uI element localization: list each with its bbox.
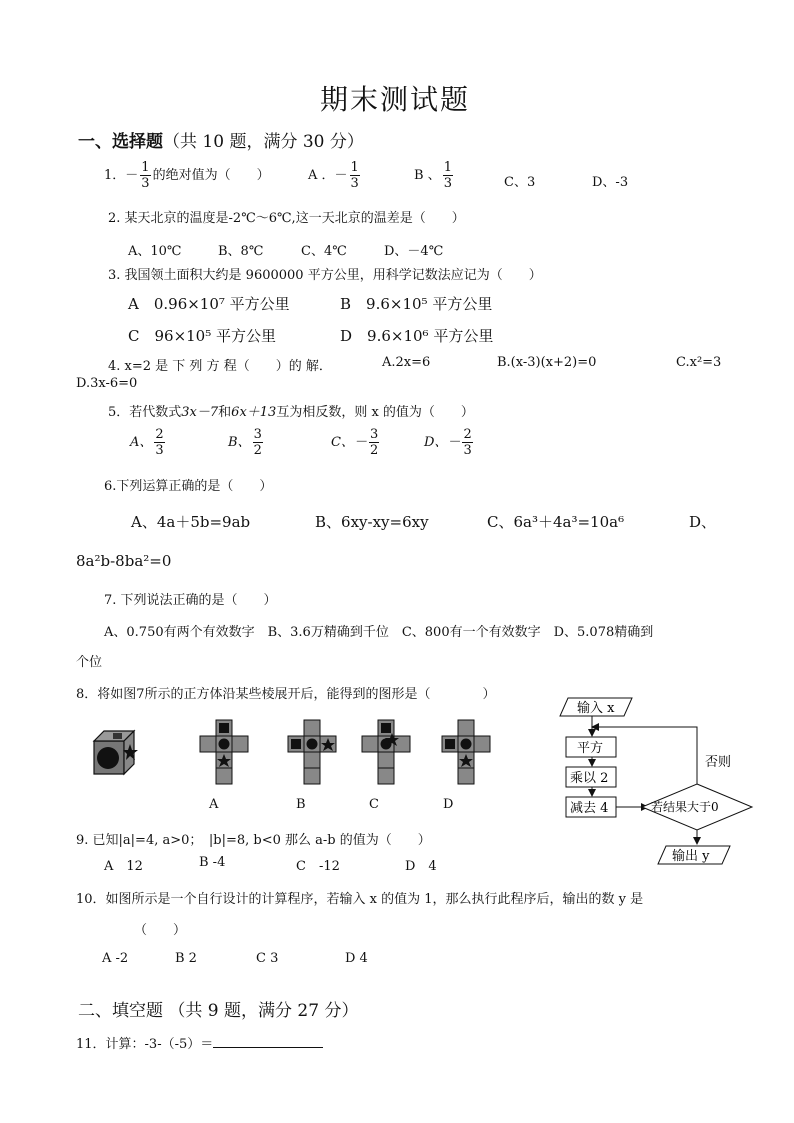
numerator: 1 [350,160,359,175]
option-a: A、4a＋5b=9ab [131,513,251,531]
numerator: 2 [463,427,472,442]
option-a [130,427,167,458]
option-a: A 12 [104,859,143,874]
numerator: 2 [155,427,164,442]
question-2-stem: 2. 某天北京的温度是-2℃～6℃,这一天北京的温差是（ ） [108,211,465,226]
section-title: 二、填空题 [78,1001,163,1021]
denominator: 3 [155,443,164,458]
option-label: C、－ [331,435,367,450]
page-title: 期末测试题 [320,83,471,116]
option-label: A ．－ [308,168,348,183]
option-d: D.3x-6=0 [76,376,138,391]
denominator: 3 [463,443,472,458]
option-b: B 9.6×10⁵ 平方公里 [340,295,493,313]
option-c: C -12 [296,859,340,874]
question-7-wrap: 个位 [76,655,103,670]
denominator: 2 [253,443,262,458]
minus-sign: － [125,168,139,183]
option-c: C、3 [504,175,536,190]
cube-figure [94,731,138,774]
question-9-stem: 9. 已知|a|=4, a>0； |b|=8, b<0 那么 a-b 的值为（ ） [76,833,431,848]
section-heading [78,127,364,152]
question-10-stem: 10．如图所示是一个自行设计的计算程序，若输入 x 的值为 1，那么执行此程序后，输出的数 y 是 [76,892,644,907]
expression: 6x＋13 [231,405,277,420]
net-label-c: C [369,797,379,812]
question-1 [104,160,270,191]
option-label: A、 [130,435,153,450]
output-text: 输出 y [672,849,710,864]
option-a: A.2x=6 [382,355,431,370]
numerator: 1 [443,160,452,175]
option-b: B、8℃ [218,244,264,259]
option-a: A -2 [102,951,129,966]
option-b: B.(x-3)(x+2)=0 [497,355,597,370]
question-7-stem: 7. 下列说法正确的是（ ） [104,593,277,608]
net-a [200,720,248,784]
fraction [350,160,360,191]
numerator: 3 [253,427,262,442]
option-c: C 96×10⁵ 平方公里 [128,327,277,345]
stem-text: 5．若代数式 [108,405,182,420]
fraction [443,160,453,191]
option-d: D 4 [405,859,437,874]
option-d: D、－4℃ [384,244,444,259]
option-d [424,427,475,458]
question-4-stem: 4. x=2 是 下 列 方 程（ ）的 解． [108,359,332,374]
subtract-text: 减去 4 [570,801,609,816]
option-a [308,160,362,191]
option-b: B -4 [199,855,226,870]
answer-paren: （ ） [134,923,187,938]
net-c [362,720,410,784]
denominator: 3 [141,176,150,191]
question-3-stem: 3. 我国领土面积大约是 9600000 平方公里，用科学记数法应记为（ ） [108,268,542,283]
net-label-a: A [209,797,219,812]
option-c: C、4℃ [301,244,347,259]
denominator: 3 [350,176,359,191]
question-7-options: A、0.750有两个有效数字 B、3.6万精确到千位 C、800有一个有效数字 D、5.078精确到 [104,625,654,640]
fraction [154,427,164,458]
fraction [462,427,472,458]
flowchart [550,690,760,875]
question-text: 11．计算：-3-（-5）＝ [76,1037,214,1052]
option-d: D 4 [345,951,368,966]
section-heading [78,996,358,1021]
net-label-b: B [296,797,306,812]
option-b: B 2 [175,951,197,966]
question-6-stem: 6.下列运算正确的是（ ） [104,479,273,494]
numerator: 3 [369,427,379,442]
condition-text: 若结果大于0 [651,800,719,814]
option-c [331,427,381,458]
denominator: 3 [443,176,452,191]
stem-text: 互为相反数，则 x 的值为（ ） [276,405,474,420]
option-d: 8a²b-8ba²=0 [76,552,172,570]
option-c: C、6a³＋4a³=10a⁶ [487,513,625,531]
option-b: B、6xy-xy=6xy [315,513,429,531]
option-label: B 、 [414,168,441,183]
cube-net-figures [90,712,540,822]
section-title: 一、选择题 [78,132,163,152]
option-c: C 3 [256,951,279,966]
option-a: A、10℃ [128,244,182,259]
multiply-text: 乘以 2 [570,771,609,786]
option-label: B、 [228,435,251,450]
question-5-stem [108,401,474,420]
expression: 3x－7 [181,405,219,420]
question-number: 1． [104,168,126,183]
question-text: 的绝对值为（ ） [152,168,270,183]
option-label: D、－ [424,435,461,450]
numerator: 1 [141,160,150,175]
option-d-label: D、 [689,513,717,531]
question-11 [76,1033,323,1052]
option-b [228,427,265,458]
else-label: 否则 [705,755,732,770]
square-text: 平方 [577,741,604,756]
fraction [253,427,263,458]
question-8-stem: 8．将如图7所示的正方体沿某些棱展开后，能得到的图形是（ ） [76,687,496,702]
section-note: （共 9 题，满分 27 分） [168,1001,359,1021]
option-d: D 9.6×10⁶ 平方公里 [340,327,494,345]
section-note: （共 10 题，满分 30 分） [163,132,364,152]
answer-blank[interactable] [213,1035,323,1048]
fraction [140,160,150,191]
option-d: D、-3 [592,175,629,190]
option-a: A 0.96×10⁷ 平方公里 [128,295,290,313]
input-text: 输入 x [577,701,615,716]
fraction [369,427,379,458]
net-b [288,720,336,784]
net-label-d: D [443,797,454,812]
stem-text: 和 [218,405,232,420]
net-d [442,720,490,784]
option-c: C.x²=3 [676,355,722,370]
option-b [414,160,455,191]
denominator: 2 [369,443,379,458]
